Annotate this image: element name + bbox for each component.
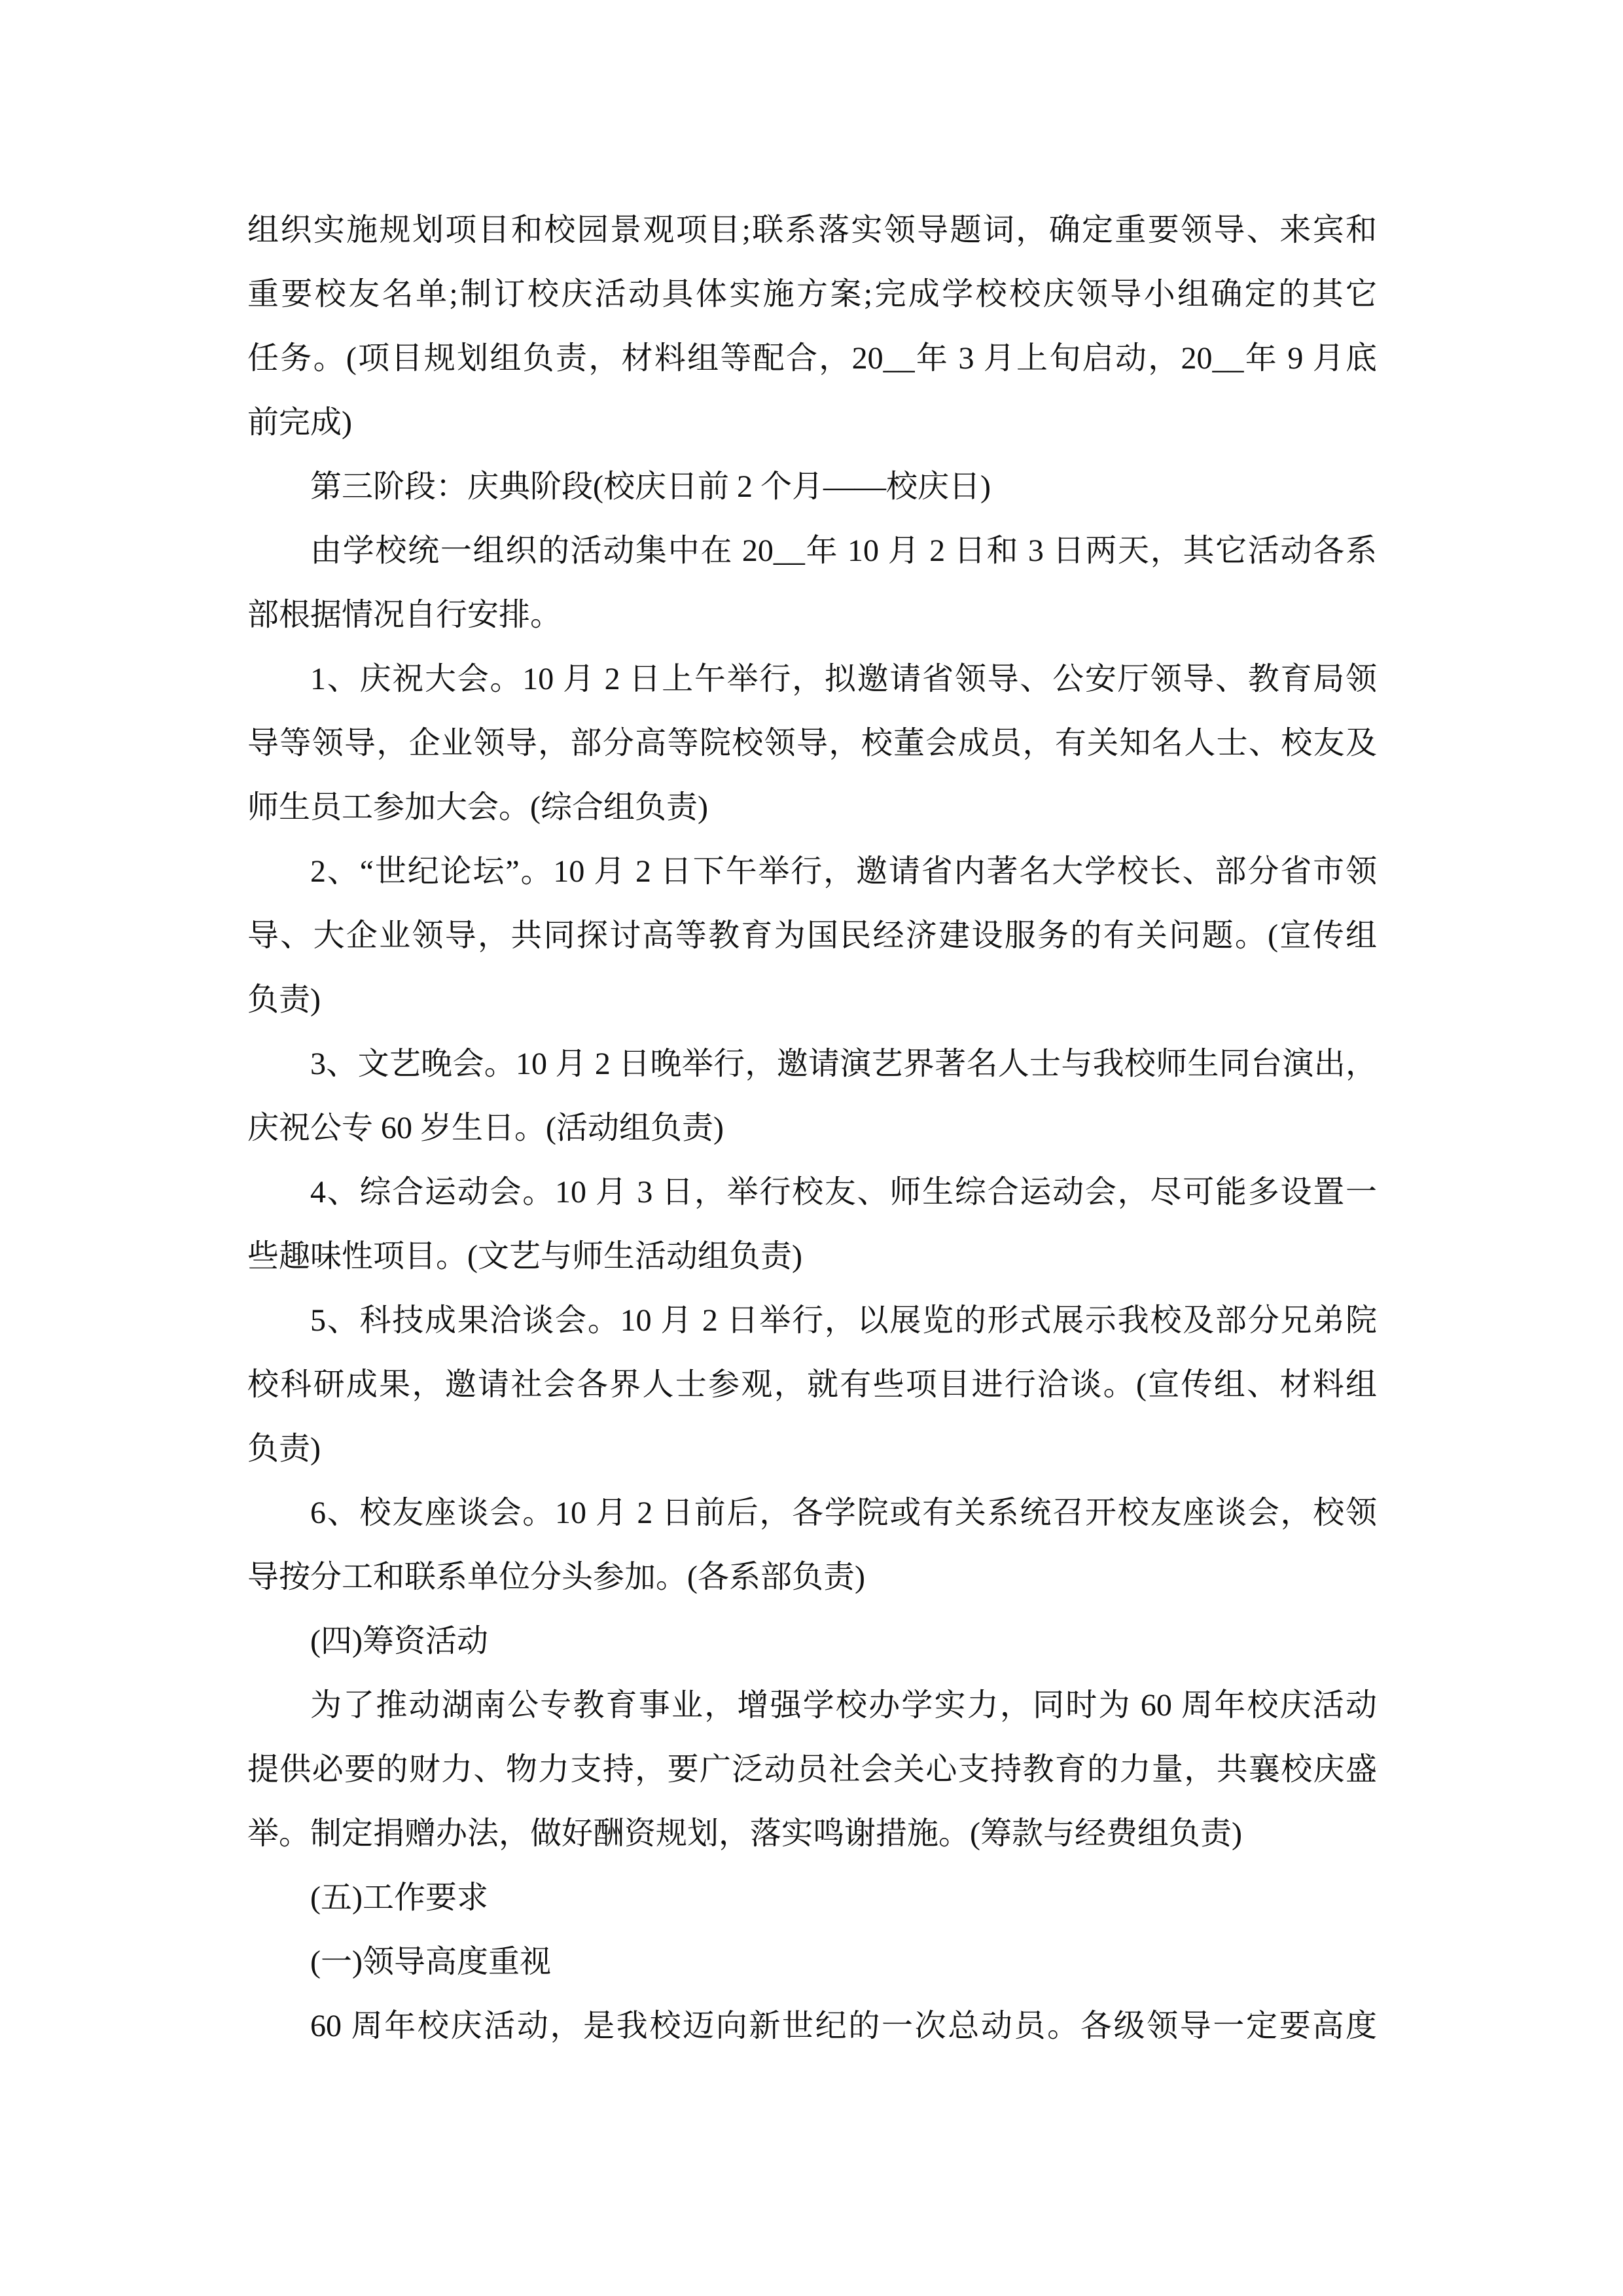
- text-line: 师生员工参加大会。(综合组负责): [247, 790, 708, 825]
- text-line: 60 周年校庆活动，是我校迈向新世纪的一次总动员。各级领导一定要高度: [310, 2009, 1377, 2043]
- text-line: 前完成): [247, 405, 352, 440]
- text-line: 导按分工和联系单位分头参加。(各系部负责): [247, 1560, 865, 1594]
- text-line: 导、大企业领导，共同探讨高等教育为国民经济建设服务的有关问题。(宣传组: [247, 918, 1377, 953]
- text-line: 些趣味性项目。(文艺与师生活动组负责): [247, 1239, 802, 1274]
- text-line: 2、“世纪论坛”。10 月 2 日下午举行，邀请省内著名大学校长、部分省市领: [310, 854, 1377, 889]
- text-line: 任务。(项目规划组负责，材料组等配合，20__年 3 月上旬启动，20__年 9 月底: [247, 341, 1377, 376]
- text-block: [247, 198, 1377, 2058]
- text-line: 6、校友座谈会。10 月 2 日前后，各学院或有关系统召开校友座谈会，校领: [310, 1496, 1377, 1530]
- text-line: 1、庆祝大会。10 月 2 日上午举行，拟邀请省领导、公安厅领导、教育局领: [310, 662, 1377, 696]
- text-line: (四)筹资活动: [310, 1624, 488, 1659]
- text-line: 组织实施规划项目和校园景观项目;联系落实领导题词，确定重要领导、来宾和: [247, 213, 1377, 247]
- text-line: 举。制定捐赠办法，做好酬资规划，落实鸣谢措施。(筹款与经费组负责): [247, 1816, 1242, 1851]
- text-line: 提供必要的财力、物力支持，要广泛动员社会关心支持教育的力量，共襄校庆盛: [247, 1752, 1377, 1787]
- text-line: 由学校统一组织的活动集中在 20__年 10 月 2 日和 3 日两天，其它活动各系: [310, 533, 1377, 568]
- text-line: 5、科技成果洽谈会。10 月 2 日举行，以展览的形式展示我校及部分兄弟院: [310, 1303, 1377, 1338]
- text-line: 负责): [247, 1431, 321, 1466]
- text-line: 3、文艺晚会。10 月 2 日晚举行，邀请演艺界著名人士与我校师生同台演出，: [310, 1047, 1377, 1081]
- text-line: 第三阶段：庆典阶段(校庆日前 2 个月——校庆日): [310, 469, 991, 504]
- text-line: 庆祝公专 60 岁生日。(活动组负责): [247, 1111, 724, 1145]
- text-line: 导等领导，企业领导，部分高等院校领导，校董会成员，有关知名人士、校友及: [247, 726, 1377, 761]
- text-line: 4、综合运动会。10 月 3 日，举行校友、师生综合运动会，尽可能多设置一: [310, 1175, 1377, 1210]
- text-line: (五)工作要求: [310, 1880, 488, 1915]
- text-line: 为了推动湖南公专教育事业，增强学校办学实力，同时为 60 周年校庆活动: [310, 1688, 1377, 1723]
- text-line: 负责): [247, 982, 321, 1017]
- text-line: 校科研成果，邀请社会各界人士参观，就有些项目进行洽谈。(宣传组、材料组: [247, 1367, 1377, 1402]
- text-line: (一)领导高度重视: [310, 1945, 551, 1979]
- text-line: 部根据情况自行安排。: [247, 598, 562, 632]
- text-line: 重要校友名单;制订校庆活动具体实施方案;完成学校校庆领导小组确定的其它: [247, 277, 1377, 312]
